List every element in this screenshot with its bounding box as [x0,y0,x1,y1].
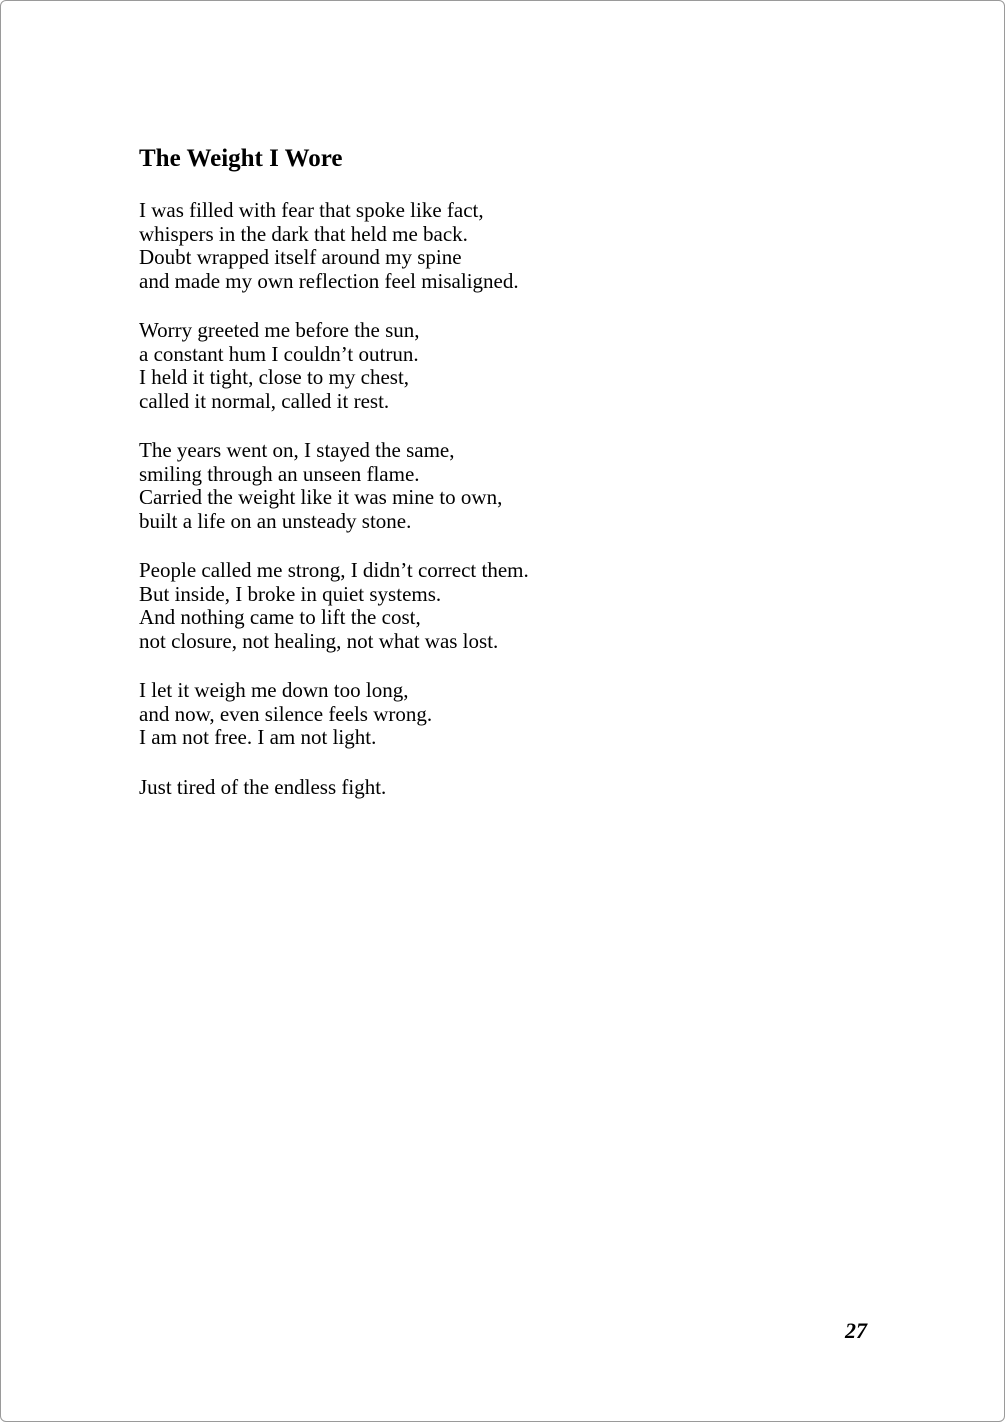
poem-line: Worry greeted me before the sun, [139,318,420,342]
poem-body [139,199,839,825]
poem-line: called it normal, called it rest. [139,388,390,413]
stanza-4 [139,559,839,653]
poem-line: not closure, not healing, not what was lost. [139,628,499,653]
poem-line: People called me strong, I didn’t correct them. [139,558,529,582]
poem-line: and made my own reflection feel misaligned. [139,268,519,293]
poem-line: The years went on, I stayed the same, [139,438,455,462]
poem-line: Just tired of the endless fight. [139,774,387,799]
stanza-2 [139,319,839,413]
poem-title: The Weight I Wore [139,145,343,172]
poem-line: a constant hum I couldn’t outrun. [139,341,419,366]
stanza-1 [139,199,839,293]
poem-line: I am not free. I am not light. [139,725,377,749]
poem-line: smiling through an unseen flame. [139,461,420,486]
poem-line: Carried the weight like it was mine to own, [139,485,503,509]
poem-line: and now, even silence feels wrong. [139,701,433,726]
poem-line: But inside, I broke in quiet systems. [139,581,442,606]
stanza-5 [139,679,839,750]
poem-line: I let it weigh me down too long, [139,678,409,702]
poem-line: built a life on an unsteady stone. [139,508,412,533]
poem-line: And nothing came to lift the cost, [139,605,421,629]
stanza-6 [139,776,839,800]
poem-line: whispers in the dark that held me back. [139,221,468,246]
stanza-3 [139,439,839,533]
poem-line: I was filled with fear that spoke like fact, [139,198,484,222]
poem-line: Doubt wrapped itself around my spine [139,245,462,269]
page-number: 27 [845,1318,867,1343]
poem-line: I held it tight, close to my chest, [139,365,410,389]
